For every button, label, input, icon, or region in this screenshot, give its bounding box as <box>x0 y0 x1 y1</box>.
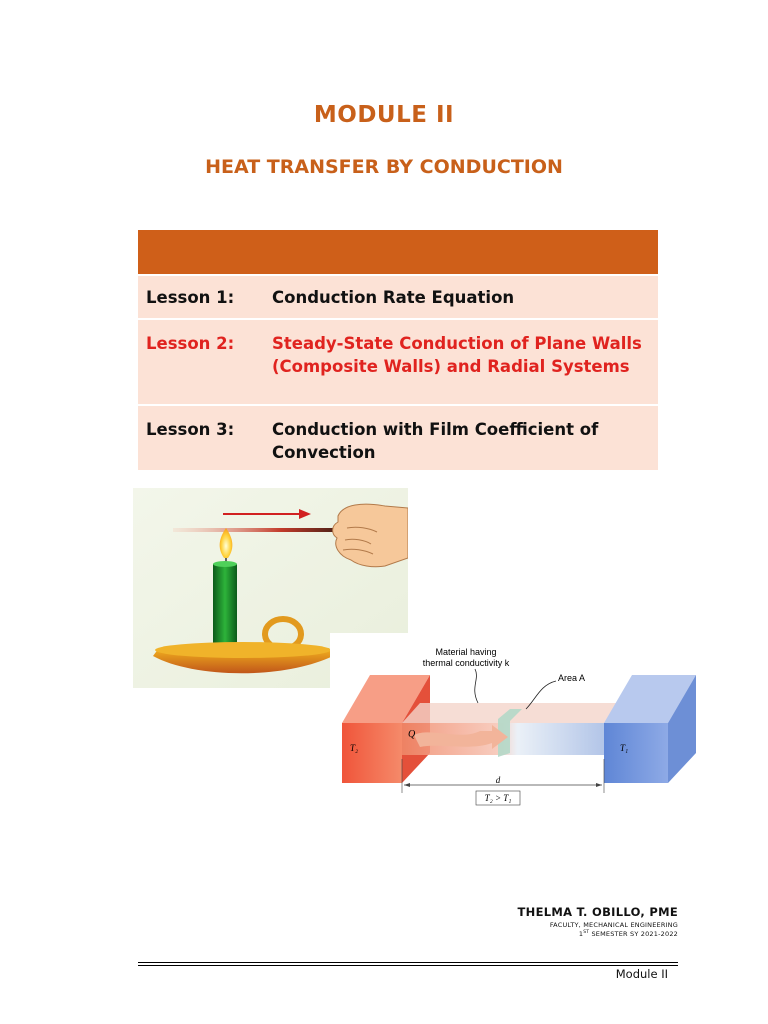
lesson-title: Conduction with Film Coefficient of Convection <box>272 420 599 462</box>
material-label: Material having <box>435 647 497 657</box>
lesson-title: Conduction Rate Equation <box>272 287 515 307</box>
module-title: MODULE II <box>313 102 455 128</box>
footer-rule <box>138 962 678 963</box>
author-department: FACULTY, MECHANICAL ENGINEERING <box>549 921 678 929</box>
conduction-bar-diagram <box>330 633 698 813</box>
distance-label: d <box>495 775 501 785</box>
conducting-bar <box>402 703 630 757</box>
lesson-number: Lesson 1: <box>146 287 235 307</box>
lesson-number: Lesson 2: <box>146 334 235 353</box>
cold-temperature-label: T₁ <box>620 743 629 753</box>
lesson-table <box>138 230 658 470</box>
footer-rule <box>138 965 678 966</box>
condition-label: T₂ > T₁ <box>484 793 512 803</box>
author-name: THELMA T. OBILLO, PME <box>517 905 678 919</box>
semester-text: SEMESTER SY 2021-2022 <box>589 930 678 939</box>
semester-ordinal: 1 <box>578 930 584 939</box>
lesson-row-1 <box>138 274 658 318</box>
heat-label: Q <box>408 729 416 740</box>
semester-suffix: ST <box>583 930 590 935</box>
hot-temperature-label: T₂ <box>350 743 359 753</box>
lesson-title: Steady-State Conduction of Plane Walls (Composite Walls) and Radial Systems <box>272 334 642 376</box>
candle <box>213 564 237 654</box>
lesson-number: Lesson 3: <box>146 420 235 439</box>
footer-label: Module II <box>615 967 668 981</box>
area-label: Area A <box>558 673 586 683</box>
module-subtitle: HEAT TRANSFER BY CONDUCTION <box>205 156 563 178</box>
heated-rod <box>173 528 353 532</box>
lesson-row-2 <box>138 318 658 404</box>
author-semester <box>579 930 678 938</box>
lesson-row-3 <box>138 404 658 470</box>
material-label: thermal conductivity k <box>422 658 510 668</box>
lesson-table-header <box>138 230 658 274</box>
